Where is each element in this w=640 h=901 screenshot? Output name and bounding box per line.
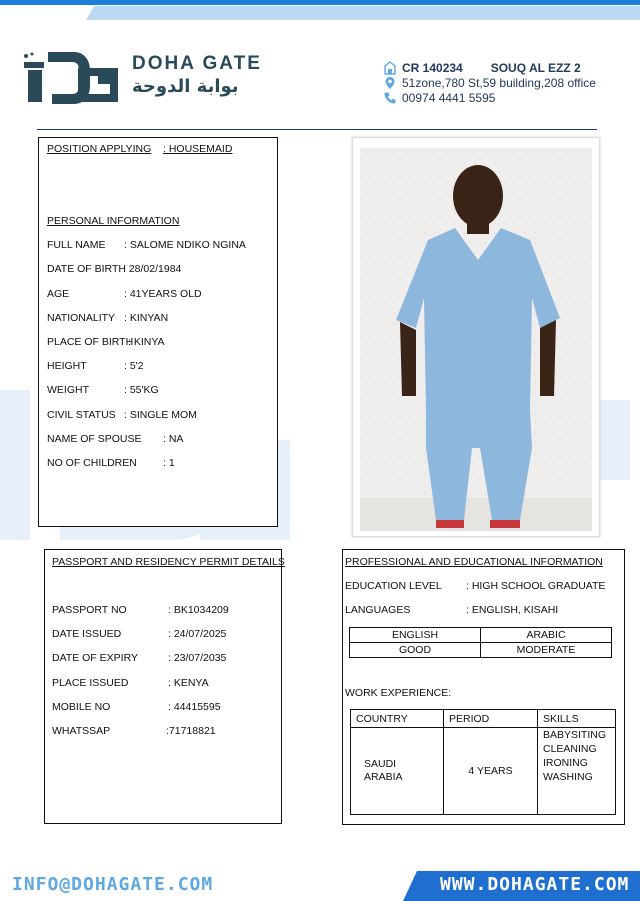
- position-value: : HOUSEMAID: [163, 143, 233, 155]
- weight-label: WEIGHT: [47, 384, 89, 396]
- skill-item: BABYSITING: [543, 729, 607, 741]
- footer-website-link[interactable]: WWW.DOHAGATE.COM: [440, 874, 630, 895]
- education-label: EDUCATION LEVEL: [345, 580, 442, 592]
- languages-value: : ENGLISH, KISAHI: [466, 604, 559, 616]
- brand-name-en: DOHA GATE: [132, 53, 262, 74]
- lang-header-english: ENGLISH: [350, 628, 481, 643]
- work-country: [351, 728, 444, 815]
- person-silhouette-icon: [360, 148, 592, 531]
- top-decorative-band: [0, 0, 640, 20]
- position-label: POSITION APPLYING: [47, 143, 152, 155]
- height-value: : 5'2: [124, 360, 144, 372]
- mobile-label: MOBILE NO: [52, 701, 111, 713]
- dob-label: DATE OF BIRTH: [47, 263, 126, 275]
- lang-value-arabic: MODERATE: [481, 643, 612, 658]
- height-label: HEIGHT: [47, 360, 87, 372]
- lang-value-english: GOOD: [350, 643, 481, 658]
- work-skills: [538, 728, 616, 815]
- skill-item: WASHING: [543, 771, 593, 783]
- work-country-text: SAUDI ARABIA: [364, 758, 403, 783]
- passport-no-value: : BK1034209: [168, 604, 229, 616]
- language-table: [349, 627, 612, 658]
- full-name-label: FULL NAME: [47, 239, 106, 251]
- footer-email-link[interactable]: INFO@DOHAGATE.COM: [12, 874, 214, 895]
- date-issued-label: DATE ISSUED: [52, 628, 122, 640]
- brand-name-ar: بوابة الدوحة: [132, 76, 239, 97]
- doha-gate-logo-icon: [18, 48, 123, 108]
- date-expiry-value: : 23/07/2035: [168, 652, 227, 664]
- location-pin-icon: [383, 76, 397, 90]
- age-value: : 41YEARS OLD: [124, 288, 202, 300]
- spouse-label: NAME OF SPOUSE: [47, 433, 142, 445]
- place-issued-label: PLACE ISSUED: [52, 677, 129, 689]
- phone-number: 00974 4441 5595: [402, 90, 496, 105]
- contact-block: [383, 60, 596, 105]
- mobile-value: : 44415595: [168, 701, 221, 713]
- whatsapp-label: WHATSSAP: [52, 725, 111, 737]
- professional-heading: PROFESSIONAL AND EDUCATIONAL INFORMATION: [345, 556, 603, 568]
- place-of-birth-value: : KINYA: [128, 336, 165, 348]
- date-expiry-label: DATE OF EXPIRY: [52, 652, 138, 664]
- nationality-value: : KINYAN: [124, 312, 169, 324]
- whatsapp-value: :71718821: [166, 725, 216, 737]
- date-issued-value: : 24/07/2025: [168, 628, 227, 640]
- work-experience-table: [350, 709, 616, 815]
- spouse-value: : NA: [163, 433, 184, 445]
- cr-number: CR 140234: [402, 60, 463, 75]
- children-label: NO OF CHILDREN: [47, 457, 137, 469]
- work-header-skills: SKILLS: [538, 710, 616, 728]
- passport-no-label: PASSPORT NO: [52, 604, 127, 616]
- work-experience-label: WORK EXPERIENCE:: [345, 687, 452, 699]
- weight-value: : 55'KG: [124, 384, 159, 396]
- nationality-label: NATIONALITY: [47, 312, 116, 324]
- work-period: 4 YEARS: [444, 728, 538, 815]
- skill-item: CLEANING: [543, 743, 597, 755]
- personal-info-heading: PERSONAL INFORMATION: [47, 215, 180, 227]
- place-issued-value: : KENYA: [168, 677, 209, 689]
- applicant-photo: [360, 148, 592, 531]
- passport-heading: PASSPORT AND RESIDENCY PERMIT DETAILS: [52, 556, 285, 568]
- languages-label: LANGUAGES: [345, 604, 411, 616]
- phone-icon: [383, 91, 397, 105]
- education-value: : HIGH SCHOOL GRADUATE: [466, 580, 606, 592]
- dob-value: : 28/02/1984: [123, 263, 182, 275]
- souq-name: SOUQ AL EZZ 2: [490, 60, 581, 75]
- header-divider: [37, 129, 597, 130]
- place-of-birth-label: PLACE OF BIRTH: [47, 336, 134, 348]
- full-name-value: : SALOME NDIKO NGINA: [124, 239, 246, 251]
- age-label: AGE: [47, 288, 70, 300]
- lang-header-arabic: ARABIC: [481, 628, 612, 643]
- civil-status-value: : SINGLE MOM: [124, 409, 197, 421]
- skill-item: IRONING: [543, 757, 588, 769]
- work-header-period: PERIOD: [444, 710, 538, 728]
- civil-status-label: CIVIL STATUS: [47, 409, 116, 421]
- children-value: : 1: [163, 457, 175, 469]
- work-header-country: COUNTRY: [351, 710, 444, 728]
- address: 51zone,780 St,59 building,208 office: [402, 75, 596, 90]
- building-icon: [383, 61, 397, 75]
